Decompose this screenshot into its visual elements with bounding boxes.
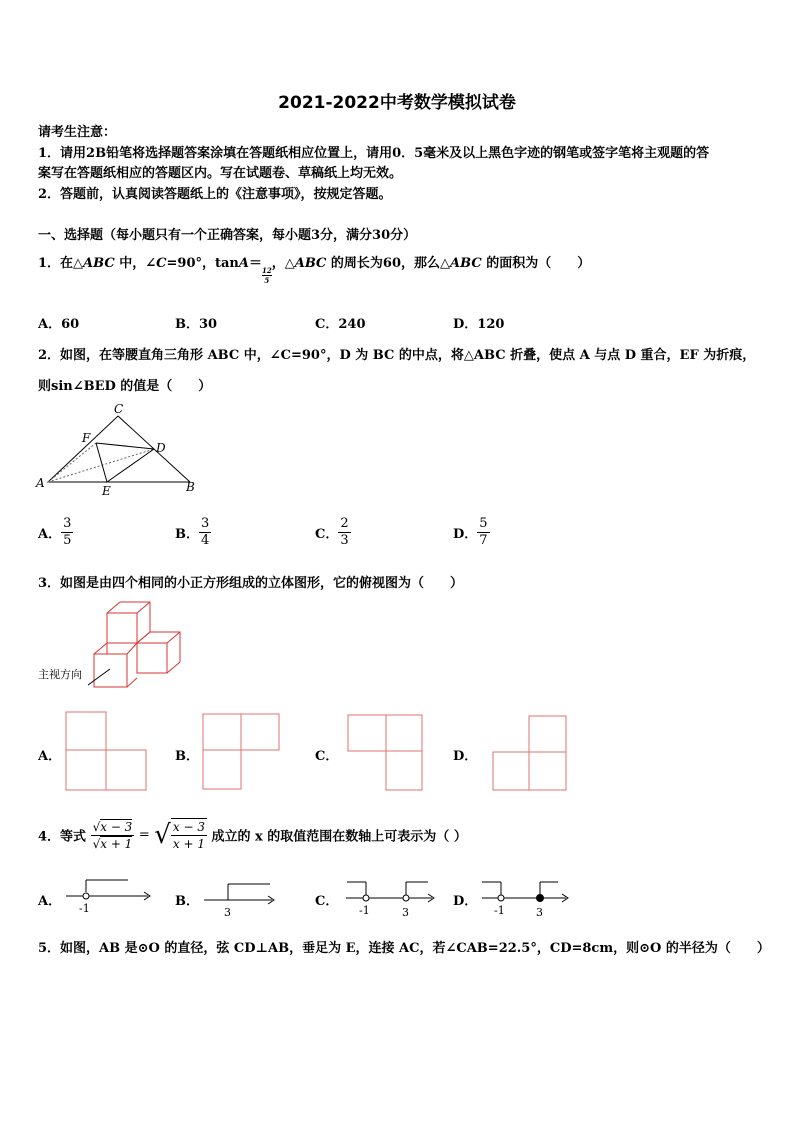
tick-label: 3 — [536, 906, 543, 919]
crease-ef — [96, 443, 107, 482]
question-4: 4．等式 $\frac{√x - 3}{√x + 1}$ = √ $\frac{x - 3}{x + 1}$ 成立的 x 的取值范围在数轴上可表示为（ ） — [38, 819, 467, 851]
fold-line-ad — [48, 449, 154, 482]
q4-option-c-label[interactable]: C． — [315, 894, 339, 909]
q3-option-c-figure[interactable] — [346, 713, 426, 793]
triangle-abc — [48, 416, 190, 482]
q3-option-c-label[interactable]: C． — [315, 749, 339, 764]
tick-label: -1 — [359, 904, 370, 917]
q1-option-d[interactable]: D．120 — [453, 317, 505, 332]
question-1: 1．在△ABC 中，∠C=90°，tanA＝ $\frac{12}{5}$，△ABC 的周长为60，那么△ABC 的面积为（ ） — [38, 256, 591, 285]
label-f: F — [82, 431, 91, 445]
fold-line-af — [48, 443, 96, 482]
q3-option-b-label[interactable]: B． — [175, 749, 199, 764]
q2-option-a[interactable]: A． $\frac{3}{5}$ — [38, 516, 72, 548]
label-b: B — [186, 480, 195, 494]
section-heading: 一、选择题（每小题只有一个正确答案，每小题3分，满分30分） — [38, 228, 417, 243]
label-d: D — [156, 441, 166, 455]
segment-fd — [96, 443, 154, 449]
question-2-line-2: 则sin∠BED 的值是（ ） — [38, 379, 212, 394]
q4-option-d-label[interactable]: D． — [453, 894, 478, 909]
q3-option-d-label[interactable]: D． — [453, 749, 478, 764]
q3-option-a-label[interactable]: A． — [38, 749, 62, 764]
q4-option-d-numberline[interactable] — [478, 876, 574, 920]
notice-line-2: 案写在答题纸相应的答题区内。写在试题卷、草稿纸上均无效。 — [38, 166, 403, 181]
question-2-line-1: 2．如图，在等腰直角三角形 ABC 中，∠C=90°，D 为 BC 的中点，将△ABC 折叠，使点 A 与点 D 重合，EF 为折痕， — [38, 348, 756, 363]
segment-ed — [107, 449, 154, 482]
q4-option-a-numberline[interactable] — [62, 876, 158, 916]
q3-option-a-figure[interactable] — [64, 710, 148, 792]
q3-option-b-figure[interactable] — [201, 712, 281, 792]
tick-label: -1 — [79, 902, 90, 915]
notice-line-3: 2．答题前，认真阅读答题纸上的《注意事项》，按规定答题。 — [38, 187, 392, 202]
q4-option-c-numberline[interactable] — [342, 876, 438, 920]
q1-option-a[interactable]: A．60 — [38, 317, 80, 332]
q4-option-a-label[interactable]: A． — [38, 894, 62, 909]
lhs-fraction: $\frac{√x - 3}{√x + 1}$ — [92, 819, 133, 851]
page-title: 2021-2022中考数学模拟试卷 — [278, 93, 516, 113]
notice-heading: 请考生注意： — [38, 125, 117, 140]
question-5: 5．如图，AB 是⊙O 的直径，弦 CD⊥AB，垂足为 E，连接 AC，若∠CAB=22.5°，CD=8cm，则⊙O 的半径为（ ） — [38, 941, 770, 956]
tick-label: -1 — [494, 904, 505, 917]
label-e: E — [102, 484, 111, 498]
q2-option-d[interactable]: D． $\frac{5}{7}$ — [453, 516, 488, 548]
q4-option-b-numberline[interactable] — [200, 876, 280, 918]
q1-option-b[interactable]: B．30 — [175, 317, 218, 332]
label-c: C — [114, 402, 124, 416]
q3-option-d-figure[interactable] — [491, 714, 571, 794]
q2-option-b[interactable]: B． $\frac{3}{4}$ — [175, 516, 210, 548]
tick-label: 3 — [402, 906, 409, 919]
tan-fraction: $\frac{12}{5}$ — [261, 266, 272, 285]
q2-option-c[interactable]: C． $\frac{2}{3}$ — [315, 516, 349, 548]
view-arrow-line — [88, 669, 110, 685]
tick-label: 3 — [224, 906, 231, 918]
direction-label: 主视方向 — [38, 668, 82, 681]
q1-option-c[interactable]: C．240 — [315, 317, 366, 332]
label-a: A — [36, 476, 45, 490]
triangle-figure — [30, 398, 210, 498]
notice-line-1: 1．请用2B铅笔将选择题答案涂填在答题纸相应位置上，请用0．5毫米及以上黑色字迹的钢笔或签字笔将主观题的答 — [38, 146, 710, 161]
rhs-fraction: $\frac{x - 3}{x + 1}$ — [172, 820, 205, 851]
q4-option-b-label[interactable]: B． — [175, 894, 199, 909]
question-3: 3．如图是由四个相同的小正方形组成的立体图形，它的俯视图为（ ） — [38, 576, 464, 591]
